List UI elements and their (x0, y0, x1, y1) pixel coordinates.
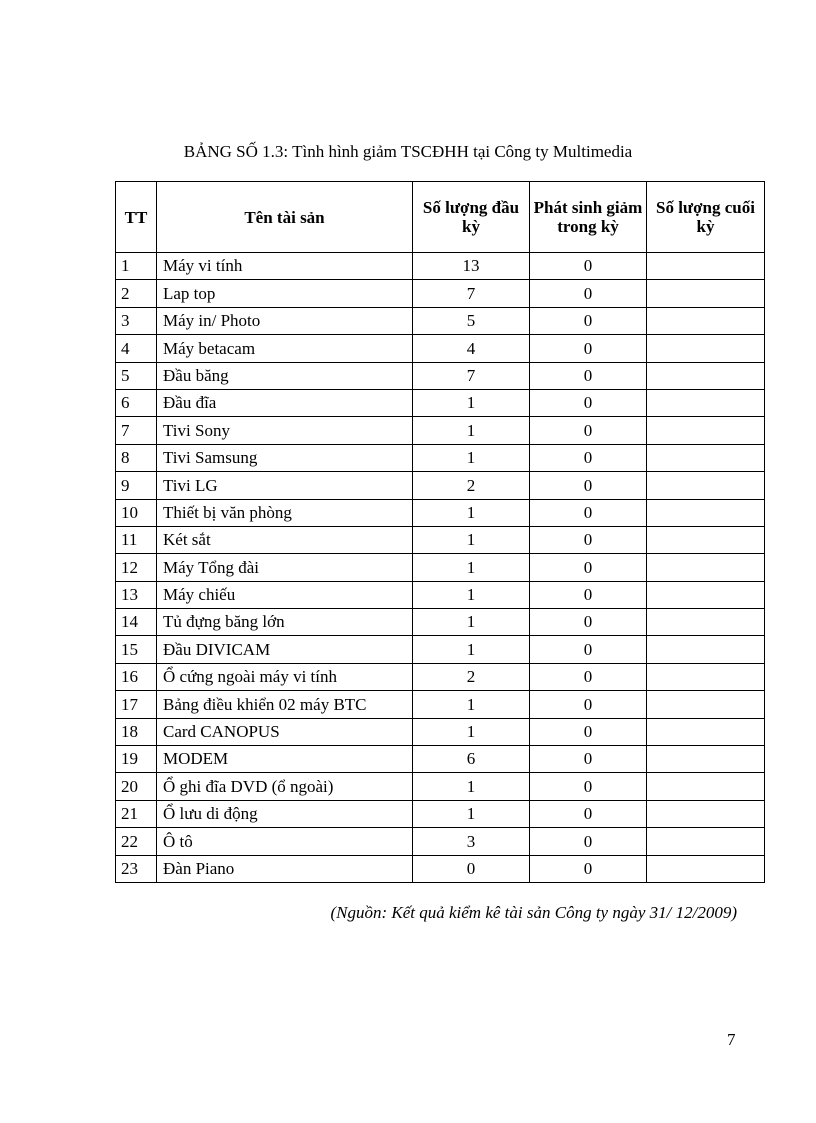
cell-decrease: 0 (530, 663, 647, 690)
cell-asset-name: Máy chiếu (157, 581, 413, 608)
table-row (116, 828, 765, 855)
cell-qty-end (647, 636, 765, 663)
table-row (116, 663, 765, 690)
table-row (116, 554, 765, 581)
table-body (116, 253, 765, 883)
cell-qty-end (647, 526, 765, 553)
cell-tt: 21 (116, 800, 157, 827)
cell-tt: 17 (116, 691, 157, 718)
table-row (116, 444, 765, 471)
cell-qty-start: 1 (413, 800, 530, 827)
cell-qty-start: 7 (413, 280, 530, 307)
cell-decrease: 0 (530, 609, 647, 636)
cell-asset-name: Đàn Piano (157, 855, 413, 882)
cell-tt: 3 (116, 307, 157, 334)
asset-decrease-table (115, 181, 765, 883)
table-row (116, 773, 765, 800)
cell-qty-end (647, 800, 765, 827)
cell-qty-end (647, 417, 765, 444)
table-header-row (116, 182, 765, 253)
cell-qty-end (647, 663, 765, 690)
table-row (116, 417, 765, 444)
cell-tt: 4 (116, 335, 157, 362)
cell-asset-name: Tivi Samsung (157, 444, 413, 471)
cell-decrease: 0 (530, 691, 647, 718)
cell-asset-name: Ổ cứng ngoài máy vi tính (157, 663, 413, 690)
cell-qty-end (647, 280, 765, 307)
cell-qty-start: 1 (413, 636, 530, 663)
cell-asset-name: Thiết bị văn phòng (157, 499, 413, 526)
cell-tt: 8 (116, 444, 157, 471)
cell-decrease: 0 (530, 389, 647, 416)
table-row (116, 581, 765, 608)
cell-tt: 19 (116, 746, 157, 773)
cell-asset-name: Ổ lưu di động (157, 800, 413, 827)
table-row (116, 389, 765, 416)
cell-qty-start: 5 (413, 307, 530, 334)
table-row (116, 362, 765, 389)
cell-decrease: 0 (530, 362, 647, 389)
table-row (116, 800, 765, 827)
cell-decrease: 0 (530, 855, 647, 882)
cell-asset-name: Tủ đựng băng lớn (157, 609, 413, 636)
cell-tt: 2 (116, 280, 157, 307)
cell-decrease: 0 (530, 335, 647, 362)
cell-tt: 11 (116, 526, 157, 553)
cell-qty-end (647, 773, 765, 800)
table-row (116, 636, 765, 663)
cell-qty-start: 2 (413, 663, 530, 690)
cell-asset-name: Ổ ghi đĩa DVD (ổ ngoài) (157, 773, 413, 800)
header-asset-name: Tên tài sản (157, 182, 413, 253)
cell-tt: 22 (116, 828, 157, 855)
table-row (116, 691, 765, 718)
cell-decrease: 0 (530, 526, 647, 553)
cell-qty-start: 1 (413, 773, 530, 800)
cell-qty-end (647, 691, 765, 718)
header-tt: TT (116, 182, 157, 253)
header-qty-end: Số lượng cuối kỳ (647, 182, 765, 253)
header-qty-start: Số lượng đầu kỳ (413, 182, 530, 253)
cell-qty-start: 1 (413, 718, 530, 745)
cell-decrease: 0 (530, 554, 647, 581)
cell-decrease: 0 (530, 472, 647, 499)
cell-qty-end (647, 444, 765, 471)
cell-asset-name: Tivi LG (157, 472, 413, 499)
cell-qty-end (647, 499, 765, 526)
cell-qty-end (647, 855, 765, 882)
cell-tt: 15 (116, 636, 157, 663)
cell-qty-end (647, 253, 765, 280)
cell-tt: 12 (116, 554, 157, 581)
page-number: 7 (727, 1030, 736, 1049)
cell-asset-name: Tivi Sony (157, 417, 413, 444)
cell-decrease: 0 (530, 636, 647, 663)
cell-qty-start: 1 (413, 609, 530, 636)
cell-qty-start: 3 (413, 828, 530, 855)
cell-qty-start: 1 (413, 691, 530, 718)
cell-qty-start: 4 (413, 335, 530, 362)
cell-asset-name: Bảng điều khiển 02 máy BTC (157, 691, 413, 718)
cell-qty-end (647, 718, 765, 745)
cell-asset-name: Đầu đĩa (157, 389, 413, 416)
table-row (116, 307, 765, 334)
table-row (116, 855, 765, 882)
table-row (116, 718, 765, 745)
cell-decrease: 0 (530, 773, 647, 800)
cell-qty-start: 1 (413, 554, 530, 581)
cell-decrease: 0 (530, 253, 647, 280)
cell-asset-name: Máy betacam (157, 335, 413, 362)
table-row (116, 609, 765, 636)
cell-decrease: 0 (530, 280, 647, 307)
cell-qty-start: 1 (413, 499, 530, 526)
cell-tt: 13 (116, 581, 157, 608)
cell-decrease: 0 (530, 499, 647, 526)
cell-tt: 20 (116, 773, 157, 800)
cell-qty-end (647, 362, 765, 389)
cell-tt: 14 (116, 609, 157, 636)
asset-table-container (115, 181, 764, 883)
cell-tt: 6 (116, 389, 157, 416)
cell-qty-start: 2 (413, 472, 530, 499)
cell-tt: 23 (116, 855, 157, 882)
cell-qty-end (647, 746, 765, 773)
table-row (116, 253, 765, 280)
cell-asset-name: Card CANOPUS (157, 718, 413, 745)
cell-asset-name: Ô tô (157, 828, 413, 855)
cell-qty-end (647, 335, 765, 362)
cell-qty-end (647, 307, 765, 334)
cell-qty-end (647, 389, 765, 416)
cell-decrease: 0 (530, 800, 647, 827)
cell-decrease: 0 (530, 718, 647, 745)
cell-decrease: 0 (530, 444, 647, 471)
cell-qty-start: 1 (413, 389, 530, 416)
cell-qty-end (647, 554, 765, 581)
cell-qty-start: 0 (413, 855, 530, 882)
cell-tt: 9 (116, 472, 157, 499)
cell-asset-name: Máy Tổng đài (157, 554, 413, 581)
table-row (116, 499, 765, 526)
table-title: BẢNG SỐ 1.3: Tình hình giảm TSCĐHH tại Công ty Multimedia (183, 142, 633, 161)
cell-qty-start: 1 (413, 417, 530, 444)
cell-asset-name: Két sắt (157, 526, 413, 553)
cell-decrease: 0 (530, 417, 647, 444)
cell-qty-end (647, 609, 765, 636)
cell-asset-name: Lap top (157, 280, 413, 307)
cell-tt: 16 (116, 663, 157, 690)
cell-qty-start: 7 (413, 362, 530, 389)
cell-tt: 7 (116, 417, 157, 444)
cell-qty-end (647, 828, 765, 855)
cell-decrease: 0 (530, 581, 647, 608)
cell-qty-start: 1 (413, 526, 530, 553)
table-row (116, 746, 765, 773)
cell-tt: 18 (116, 718, 157, 745)
cell-asset-name: Đầu DIVICAM (157, 636, 413, 663)
cell-asset-name: MODEM (157, 746, 413, 773)
cell-asset-name: Máy vi tính (157, 253, 413, 280)
cell-tt: 1 (116, 253, 157, 280)
cell-qty-start: 13 (413, 253, 530, 280)
cell-asset-name: Máy in/ Photo (157, 307, 413, 334)
table-row (116, 280, 765, 307)
cell-decrease: 0 (530, 746, 647, 773)
cell-decrease: 0 (530, 828, 647, 855)
table-row (116, 472, 765, 499)
cell-tt: 10 (116, 499, 157, 526)
cell-qty-end (647, 472, 765, 499)
table-row (116, 526, 765, 553)
source-note: (Nguồn: Kết quả kiểm kê tài sản Công ty ngày 31/ 12/2009) (330, 903, 737, 922)
cell-asset-name: Đầu băng (157, 362, 413, 389)
cell-qty-start: 1 (413, 581, 530, 608)
cell-qty-end (647, 581, 765, 608)
table-row (116, 335, 765, 362)
cell-qty-start: 6 (413, 746, 530, 773)
header-decrease: Phát sinh giảm trong kỳ (530, 182, 647, 253)
cell-tt: 5 (116, 362, 157, 389)
cell-decrease: 0 (530, 307, 647, 334)
cell-qty-start: 1 (413, 444, 530, 471)
